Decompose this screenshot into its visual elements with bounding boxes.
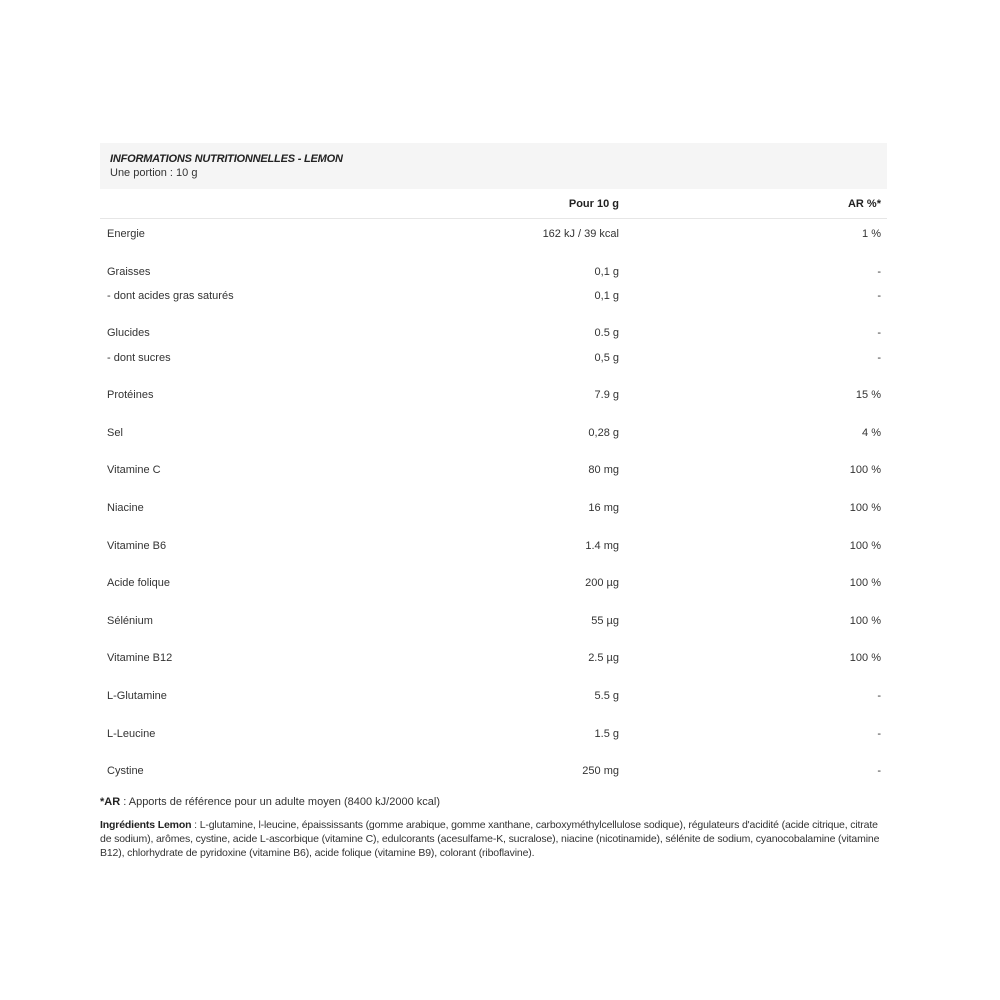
nutrient-ar: - xyxy=(877,765,881,777)
nutrient-value: 80 mg xyxy=(588,464,619,476)
nutrient-ar: 4 % xyxy=(862,427,881,439)
nutrient-value: 7.9 g xyxy=(594,389,619,401)
nutrient-name: Energie xyxy=(107,228,145,240)
table-row xyxy=(100,538,887,554)
nutrient-name: L-Glutamine xyxy=(107,690,167,702)
nutrient-value: 16 mg xyxy=(588,502,619,514)
nutrient-name: - dont sucres xyxy=(107,352,171,364)
nutrient-name: Vitamine B12 xyxy=(107,652,173,664)
nutrient-value: 2.5 µg xyxy=(588,652,619,664)
table-row xyxy=(100,500,887,516)
nutrient-value: 55 µg xyxy=(591,615,619,627)
nutrient-name: Cystine xyxy=(107,765,144,777)
nutrient-ar: 100 % xyxy=(849,615,881,627)
table-row xyxy=(100,264,887,280)
nutrient-value: 200 µg xyxy=(585,577,619,589)
nutrient-name: Acide folique xyxy=(107,577,170,589)
nutrient-ar: 100 % xyxy=(849,502,881,514)
nutrient-name: Niacine xyxy=(107,502,144,514)
nutrient-name: L-Leucine xyxy=(107,728,156,740)
nutrient-value: 0,1 g xyxy=(594,266,619,278)
nutrient-ar: 100 % xyxy=(849,464,881,476)
nutrient-value: 1.5 g xyxy=(594,728,619,740)
table-row xyxy=(100,288,887,304)
nutrient-ar: 15 % xyxy=(855,389,881,401)
nutrient-name: - dont acides gras saturés xyxy=(107,290,234,302)
nutrient-ar: - xyxy=(877,728,881,740)
nutrient-value: 5.5 g xyxy=(594,690,619,702)
table-row xyxy=(100,613,887,629)
nutrient-ar: - xyxy=(877,266,881,278)
table-row xyxy=(100,726,887,742)
nutrient-name: Protéines xyxy=(107,389,154,401)
table-row xyxy=(100,763,887,779)
nutrient-ar: - xyxy=(877,327,881,339)
table-row xyxy=(100,688,887,704)
nutrition-panel xyxy=(100,143,887,777)
nutrient-ar: - xyxy=(877,352,881,364)
column-header-ar: AR %* xyxy=(847,198,881,210)
nutrient-value: 250 mg xyxy=(582,765,619,777)
nutrient-ar: 100 % xyxy=(849,540,881,552)
nutrition-header xyxy=(100,143,887,189)
table-row xyxy=(100,462,887,478)
ar-footnote xyxy=(100,795,440,809)
nutrient-ar: 100 % xyxy=(849,652,881,664)
ingredients-text xyxy=(100,818,890,860)
footnote-label: *AR xyxy=(100,796,121,808)
portion-size: Une portion : 10 g xyxy=(110,167,198,179)
nutrient-value: 0,1 g xyxy=(594,290,619,302)
nutrient-value: 162 kJ / 39 kcal xyxy=(542,228,619,240)
nutrient-value: 0.5 g xyxy=(594,327,619,339)
nutrient-value: 1.4 mg xyxy=(585,540,619,552)
nutrient-name: Vitamine B6 xyxy=(107,540,167,552)
ingredients-list: : L-glutamine, l-leucine, épaississants (gomme arabique, gomme xanthane, carboxyméthylcellulose sodique), régulateurs d'acidité (acide citrique, citrate de sodium), arômes, cystine, acide L-ascorbique (vitamine C), edulcorants (acesulfame-K, sucralose), niacine (nicotinamide), sélénite de sodium, cyanocobalamine (vitamine B12), chlorhydrate de pyridoxine (vitamine B6), acide folique (vitamine B9), colorant (riboflavine). xyxy=(100,819,880,859)
ingredients-label: Ingrédients Lemon xyxy=(100,819,192,831)
table-row xyxy=(100,425,887,441)
table-header xyxy=(100,189,887,219)
nutrient-name: Graisses xyxy=(107,266,151,278)
nutrient-name: Sélénium xyxy=(107,615,153,627)
table-row xyxy=(100,387,887,403)
nutrient-ar: - xyxy=(877,290,881,302)
table-row xyxy=(100,350,887,366)
nutrition-title: INFORMATIONS NUTRITIONNELLES - LEMON xyxy=(110,153,343,165)
table-row xyxy=(100,226,887,242)
table-row xyxy=(100,575,887,591)
nutrient-name: Sel xyxy=(107,427,123,439)
nutrient-value: 0,5 g xyxy=(594,352,619,364)
column-header-per-portion: Pour 10 g xyxy=(568,198,619,210)
table-row xyxy=(100,650,887,666)
nutrient-ar: 100 % xyxy=(849,577,881,589)
nutrient-ar: 1 % xyxy=(862,228,881,240)
nutrient-name: Glucides xyxy=(107,327,150,339)
nutrient-ar: - xyxy=(877,690,881,702)
nutrient-value: 0,28 g xyxy=(588,427,619,439)
table-row xyxy=(100,325,887,341)
footnote-text: : Apports de référence pour un adulte moyen (8400 kJ/2000 kcal) xyxy=(120,796,440,808)
nutrient-name: Vitamine C xyxy=(107,464,161,476)
